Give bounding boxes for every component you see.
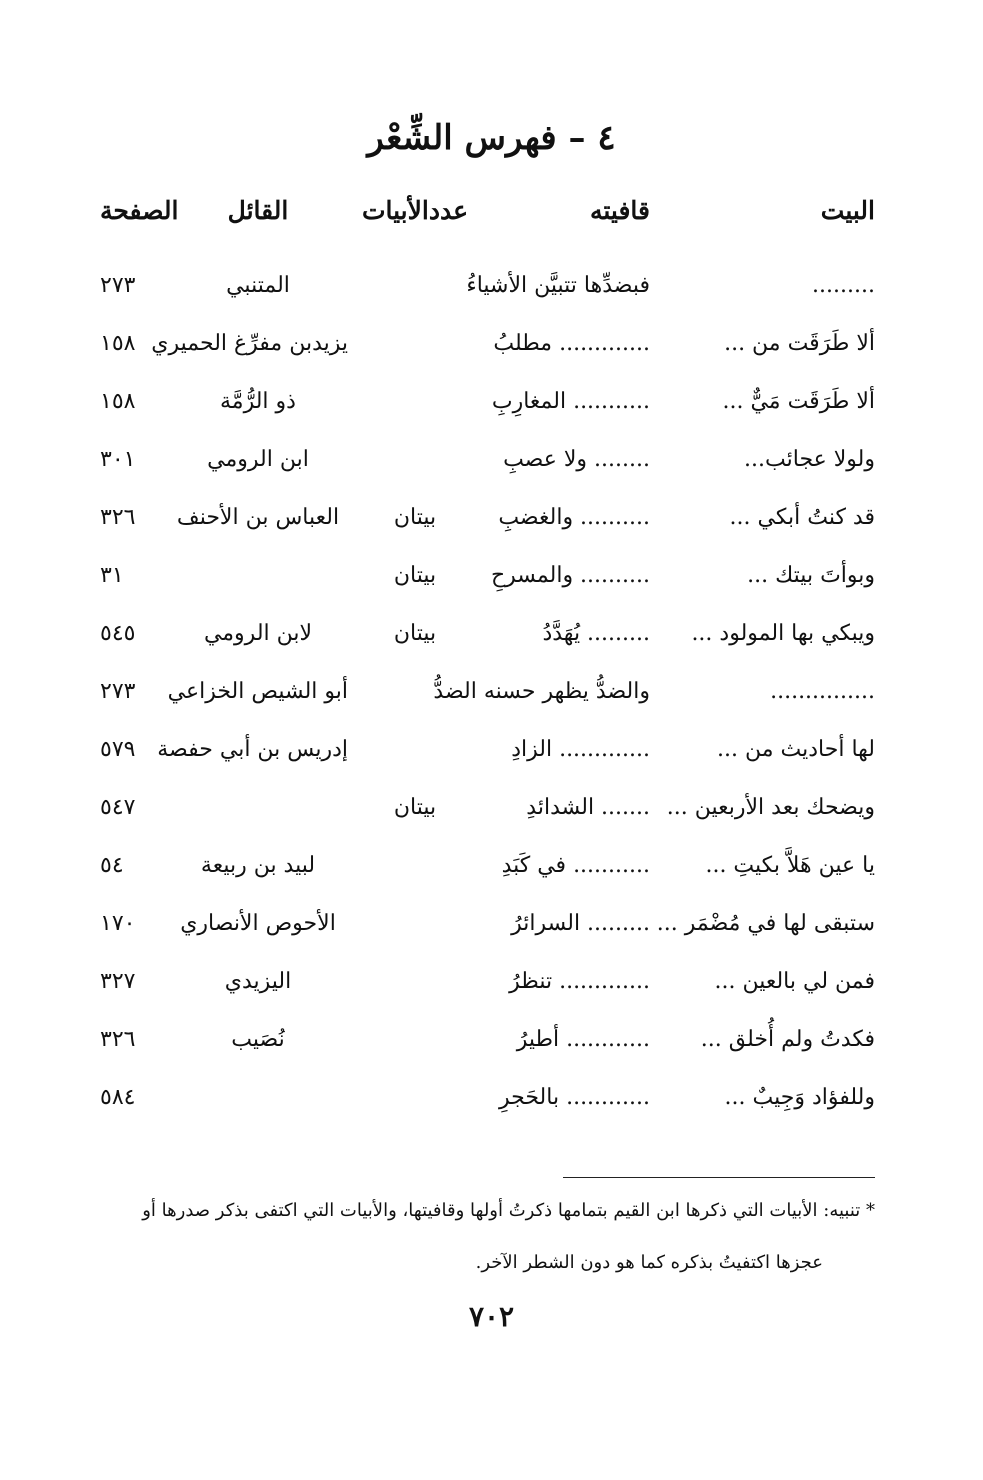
rhyme-cell: ............. مطلبُ [493,331,650,356]
verse-cell: وللفؤاد وَجِيبٌ ... [724,1085,875,1110]
table-row [0,331,983,371]
verse-cell: ......... [812,273,875,298]
page-cell: ١٥٨ [100,331,136,356]
rhyme-cell: والضدُّ يظهر حسنه الضدُّ [433,679,650,704]
verse-cell: ستبقى لها في مُضْمَر ... [656,911,875,936]
page-number: ٧٠٢ [468,1300,515,1333]
page-cell: ٥٧٩ [100,737,136,762]
header-poet: القائل [227,196,289,225]
verse-cell: فمن لي بالعين ... [714,969,875,994]
poet-cell: أبو الشيص الخزاعي [167,679,348,704]
header-page: الصفحة [100,196,179,225]
page-cell: ٣٢٧ [100,969,136,994]
page-cell: ٣١ [100,563,124,588]
poet-cell: لبيد بن ربيعة [200,853,316,878]
page-cell: ٥٨٤ [100,1085,136,1110]
page-cell: ٣٠١ [100,447,136,472]
verse-cell: لها أحاديث من ... [717,737,875,762]
footnote-line-1: * تنبيه: الأبيات التي ذكرها ابن القيم بتمامها ذكرتُ أولها وقافيتها، والأبيات التي اكتفى بذكر صدرها أو [142,1200,875,1221]
table-row [0,505,983,545]
count-cell: بيتان [393,505,437,530]
table-row [0,389,983,429]
rhyme-cell: ......... السرائرُ [511,911,650,936]
poet-cell: الأحوص الأنصاري [180,911,336,936]
poet-cell: ابن الرومي [207,447,309,472]
rhyme-cell: .......... والغضبِ [498,505,650,530]
header-verse: البيت [820,196,875,225]
rhyme-cell: فبضدِّها تتبيَّن الأشياءُ [466,273,650,298]
rhyme-cell: ........ ولا عصبِ [503,447,650,472]
page-cell: ٢٧٣ [100,273,136,298]
table-header [0,196,983,236]
rhyme-cell: ............ أطيرُ [516,1027,650,1052]
rhyme-cell: ............ بالحَجرِ [499,1085,650,1110]
verse-cell: فكدتُ ولم أُخلق ... [700,1027,875,1052]
footnote-separator [563,1177,875,1178]
poet-cell: إدريس بن أبي حفصة [157,737,348,762]
rhyme-cell: ........... في كَبَدِ [501,853,650,878]
page-cell: ٣٢٦ [100,1027,136,1052]
page-cell: ٥٤٧ [100,795,136,820]
table-row [0,1027,983,1067]
poet-cell: لابن الرومي [203,621,313,646]
verse-cell: وبوأتَ بيتك ... [747,563,875,588]
table-row [0,737,983,777]
rhyme-cell: ........... المغارِبِ [491,389,650,414]
verse-cell: ويبكي بها المولود ... [691,621,875,646]
table-row [0,969,983,1009]
page-cell: ١٥٨ [100,389,136,414]
table-row [0,853,983,893]
count-cell: بيتان [393,621,437,646]
verse-cell: ألا طَرَقَت مَيٌّ ... [722,389,875,414]
table-row [0,679,983,719]
page-cell: ٥٤٥ [100,621,136,646]
table-row [0,563,983,603]
poet-cell: يزيدبن مفرِّغ الحميري [151,331,348,356]
verse-cell: ............... [770,679,875,704]
rhyme-cell: .......... والمسرحِ [490,563,650,588]
poet-cell: العباس بن الأحنف [176,505,340,530]
header-rhyme: قافيته [589,196,650,225]
page-cell: ٥٤ [100,853,124,878]
table-row [0,621,983,661]
poet-cell: المتنبي [226,273,290,298]
rhyme-cell: ............. تنظرُ [509,969,650,994]
table-row [0,1085,983,1125]
count-cell: بيتان [393,795,437,820]
page-cell: ٣٢٦ [100,505,136,530]
footnote-line-2: عجزها اكتفيتُ بذكره كما هو دون الشطر الآخر. [475,1252,823,1273]
rhyme-cell: ............. الزادِ [511,737,650,762]
verse-cell: قد كنتُ أبكي ... [729,505,875,530]
verse-cell: ويضحك بعد الأربعين ... [666,795,875,820]
verse-cell: يا عين هَلاَّ بكيتِ ... [705,853,875,878]
verse-cell: ولولا عجائب... [744,447,875,472]
count-cell: بيتان [393,563,437,588]
table-row [0,273,983,313]
header-count: عددالأبيات [361,196,469,225]
poet-cell: نُصَيب [231,1027,285,1052]
table-row [0,911,983,951]
table-row [0,447,983,487]
table-row [0,795,983,835]
poet-cell: اليزيدي [224,969,292,994]
page-cell: ٢٧٣ [100,679,136,704]
page-cell: ١٧٠ [100,911,136,936]
page-title: ٤ – فهرس الشِّعْر [367,118,616,158]
rhyme-cell: ......... يُهَدَّدُ [542,621,650,646]
poet-cell: ذو الرُّمَّة [220,389,296,414]
verse-cell: ألا طَرَقَت من ... [724,331,875,356]
rhyme-cell: ....... الشدائدِ [526,795,650,820]
